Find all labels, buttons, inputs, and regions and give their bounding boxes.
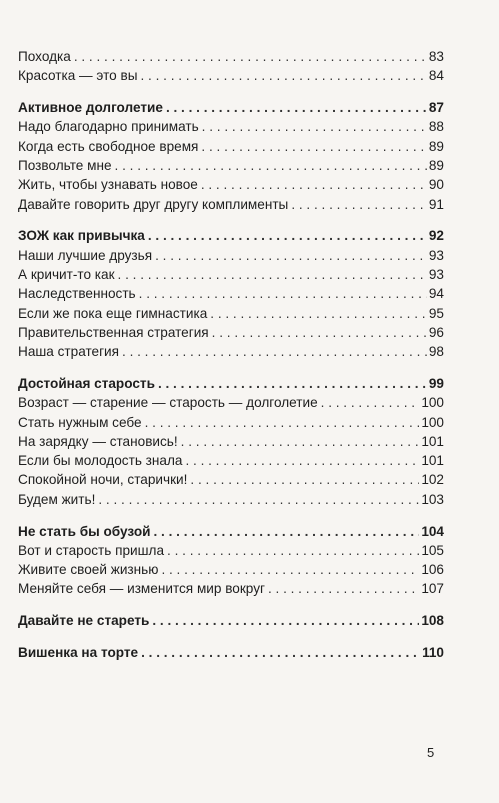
toc-entry-page: 96 — [428, 324, 444, 340]
toc-entry — [18, 195, 444, 214]
toc-entry — [18, 541, 444, 560]
toc-entry-page: 95 — [428, 305, 444, 321]
toc-entry-page: 98 — [428, 344, 444, 360]
toc-entry — [18, 66, 444, 85]
toc-entry — [18, 265, 444, 284]
toc-entry-title: Спокойной ночи, старички! — [18, 472, 188, 488]
toc-entry-page: 100 — [421, 395, 444, 411]
dot-leader — [152, 611, 419, 630]
toc-entry-title: Меняйте себя — изменится мир вокруг — [18, 581, 265, 597]
toc-entry — [18, 284, 444, 303]
toc-entry — [18, 393, 444, 412]
toc-chapter-heading — [18, 374, 444, 393]
dot-leader — [166, 98, 427, 117]
toc-entry-title: Давайте не стареть — [18, 613, 150, 629]
toc-entry — [18, 156, 444, 175]
toc-section — [18, 611, 444, 630]
toc-entry-title: Наша стратегия — [18, 344, 120, 360]
toc-entry-page: 99 — [428, 375, 444, 391]
dot-leader — [118, 265, 427, 284]
toc-chapter-heading — [18, 226, 444, 245]
toc-entry-page: 103 — [421, 491, 444, 507]
toc-entry-page: 88 — [428, 119, 444, 135]
toc-entry-title: Вот и старость пришла — [18, 542, 165, 558]
toc-section — [18, 47, 444, 86]
toc-entry — [18, 470, 444, 489]
toc-entry-page: 83 — [428, 49, 444, 64]
toc-entry-title: ЗОЖ как привычка — [18, 228, 145, 244]
dot-leader — [139, 284, 427, 303]
toc-entry-page: 84 — [428, 68, 444, 84]
toc-entry-title: Вишенка на торте — [18, 645, 139, 661]
toc-entry-page: 93 — [428, 247, 444, 263]
toc-entry-page: 87 — [428, 100, 444, 116]
dot-leader — [167, 541, 419, 560]
dot-leader — [140, 66, 426, 85]
toc-entry-title: Позвольте мне — [18, 157, 112, 173]
dot-leader — [185, 451, 419, 470]
toc-entry-title: Жить, чтобы узнавать новое — [18, 177, 198, 193]
toc-entry-page: 93 — [428, 266, 444, 282]
dot-leader — [210, 304, 427, 323]
toc-entry-title: Походка — [18, 49, 71, 64]
toc-entry-page: 92 — [428, 228, 444, 244]
page-number: 5 — [427, 745, 435, 760]
section-gap — [18, 509, 444, 522]
toc-entry-page: 89 — [428, 157, 444, 173]
toc-entry-page: 106 — [421, 562, 444, 578]
toc-entry-title: Достойная старость — [18, 375, 155, 391]
toc-entry-page: 101 — [421, 433, 444, 449]
toc-entry-page: 108 — [421, 613, 444, 629]
toc-section — [18, 522, 444, 599]
toc-entry-title: Живите своей жизнью — [18, 562, 159, 578]
dot-leader — [201, 175, 427, 194]
toc-section — [18, 98, 444, 214]
toc-entry-page: 91 — [428, 196, 444, 212]
dot-leader — [98, 490, 419, 509]
toc-entry-title: А кричит-то как — [18, 266, 115, 282]
toc-entry-title: Красотка — это вы — [18, 68, 138, 84]
toc-chapter-heading — [18, 98, 444, 117]
toc-entry — [18, 342, 444, 361]
toc-entry-title: Не стать бы обузой — [18, 523, 151, 539]
toc-entry — [18, 47, 444, 66]
dot-leader — [212, 323, 427, 342]
dot-leader — [122, 342, 427, 361]
toc-entry-page: 102 — [421, 472, 444, 488]
dot-leader — [190, 470, 419, 489]
toc-entry-page: 94 — [428, 286, 444, 302]
toc-section — [18, 374, 444, 509]
dot-leader — [74, 47, 427, 66]
toc-entry-page: 101 — [421, 453, 444, 469]
dot-leader — [115, 156, 427, 175]
toc-entry-title: Когда есть свободное время — [18, 138, 199, 154]
toc-section — [18, 643, 444, 662]
dot-leader — [145, 413, 420, 432]
toc-entry-title: Если бы молодость знала — [18, 453, 183, 469]
toc-chapter-heading — [18, 611, 444, 630]
section-gap — [18, 86, 444, 99]
dot-leader — [268, 579, 419, 598]
dot-leader — [148, 226, 427, 245]
toc-entry — [18, 451, 444, 470]
section-gap — [18, 361, 444, 374]
toc-entry — [18, 560, 444, 579]
toc-chapter-heading — [18, 522, 444, 541]
toc-entry-title: На зарядку — становись! — [18, 433, 178, 449]
toc-entry-title: Надо благодарно принимать — [18, 119, 199, 135]
toc-entry-page: 107 — [421, 581, 444, 597]
dot-leader — [155, 246, 427, 265]
dot-leader — [202, 117, 427, 136]
toc-entry-title: Наследственность — [18, 286, 136, 302]
toc-entry-title: Активное долголетие — [18, 100, 163, 116]
toc-chapter-heading — [18, 643, 444, 662]
dot-leader — [154, 522, 420, 541]
toc-entry-page: 90 — [428, 177, 444, 193]
toc-entry-title: Наши лучшие друзья — [18, 247, 153, 263]
toc-entry — [18, 117, 444, 136]
toc-entry — [18, 246, 444, 265]
section-gap — [18, 214, 444, 227]
toc-entry — [18, 137, 444, 156]
dot-leader — [141, 643, 420, 662]
toc-entry-title: Если же пока еще гимнастика — [18, 305, 208, 321]
dot-leader — [161, 560, 419, 579]
toc-entry-title: Стать нужным себе — [18, 414, 142, 430]
toc-entry-page: 89 — [428, 138, 444, 154]
dot-leader — [321, 393, 420, 412]
toc-entry — [18, 490, 444, 509]
section-gap — [18, 599, 444, 612]
toc-section — [18, 226, 444, 361]
toc-entry-page: 104 — [421, 523, 444, 539]
toc-entry-title: Давайте говорить друг другу комплименты — [18, 196, 289, 212]
section-gap — [18, 631, 444, 644]
toc-entry — [18, 413, 444, 432]
toc-entry-page: 105 — [421, 542, 444, 558]
dot-leader — [158, 374, 427, 393]
toc-entry-page: 110 — [422, 645, 444, 661]
toc-entry-page: 100 — [421, 414, 444, 430]
toc-entry-title: Возраст — старение — старость — долголетие — [18, 395, 318, 411]
table-of-contents — [18, 47, 444, 662]
toc-entry — [18, 175, 444, 194]
toc-entry — [18, 432, 444, 451]
dot-leader — [181, 432, 420, 451]
dot-leader — [291, 195, 427, 214]
dot-leader — [201, 137, 426, 156]
toc-entry — [18, 579, 444, 598]
toc-entry-title: Будем жить! — [18, 491, 96, 507]
toc-entry-title: Правительственная стратегия — [18, 324, 209, 340]
toc-entry — [18, 323, 444, 342]
toc-entry — [18, 304, 444, 323]
